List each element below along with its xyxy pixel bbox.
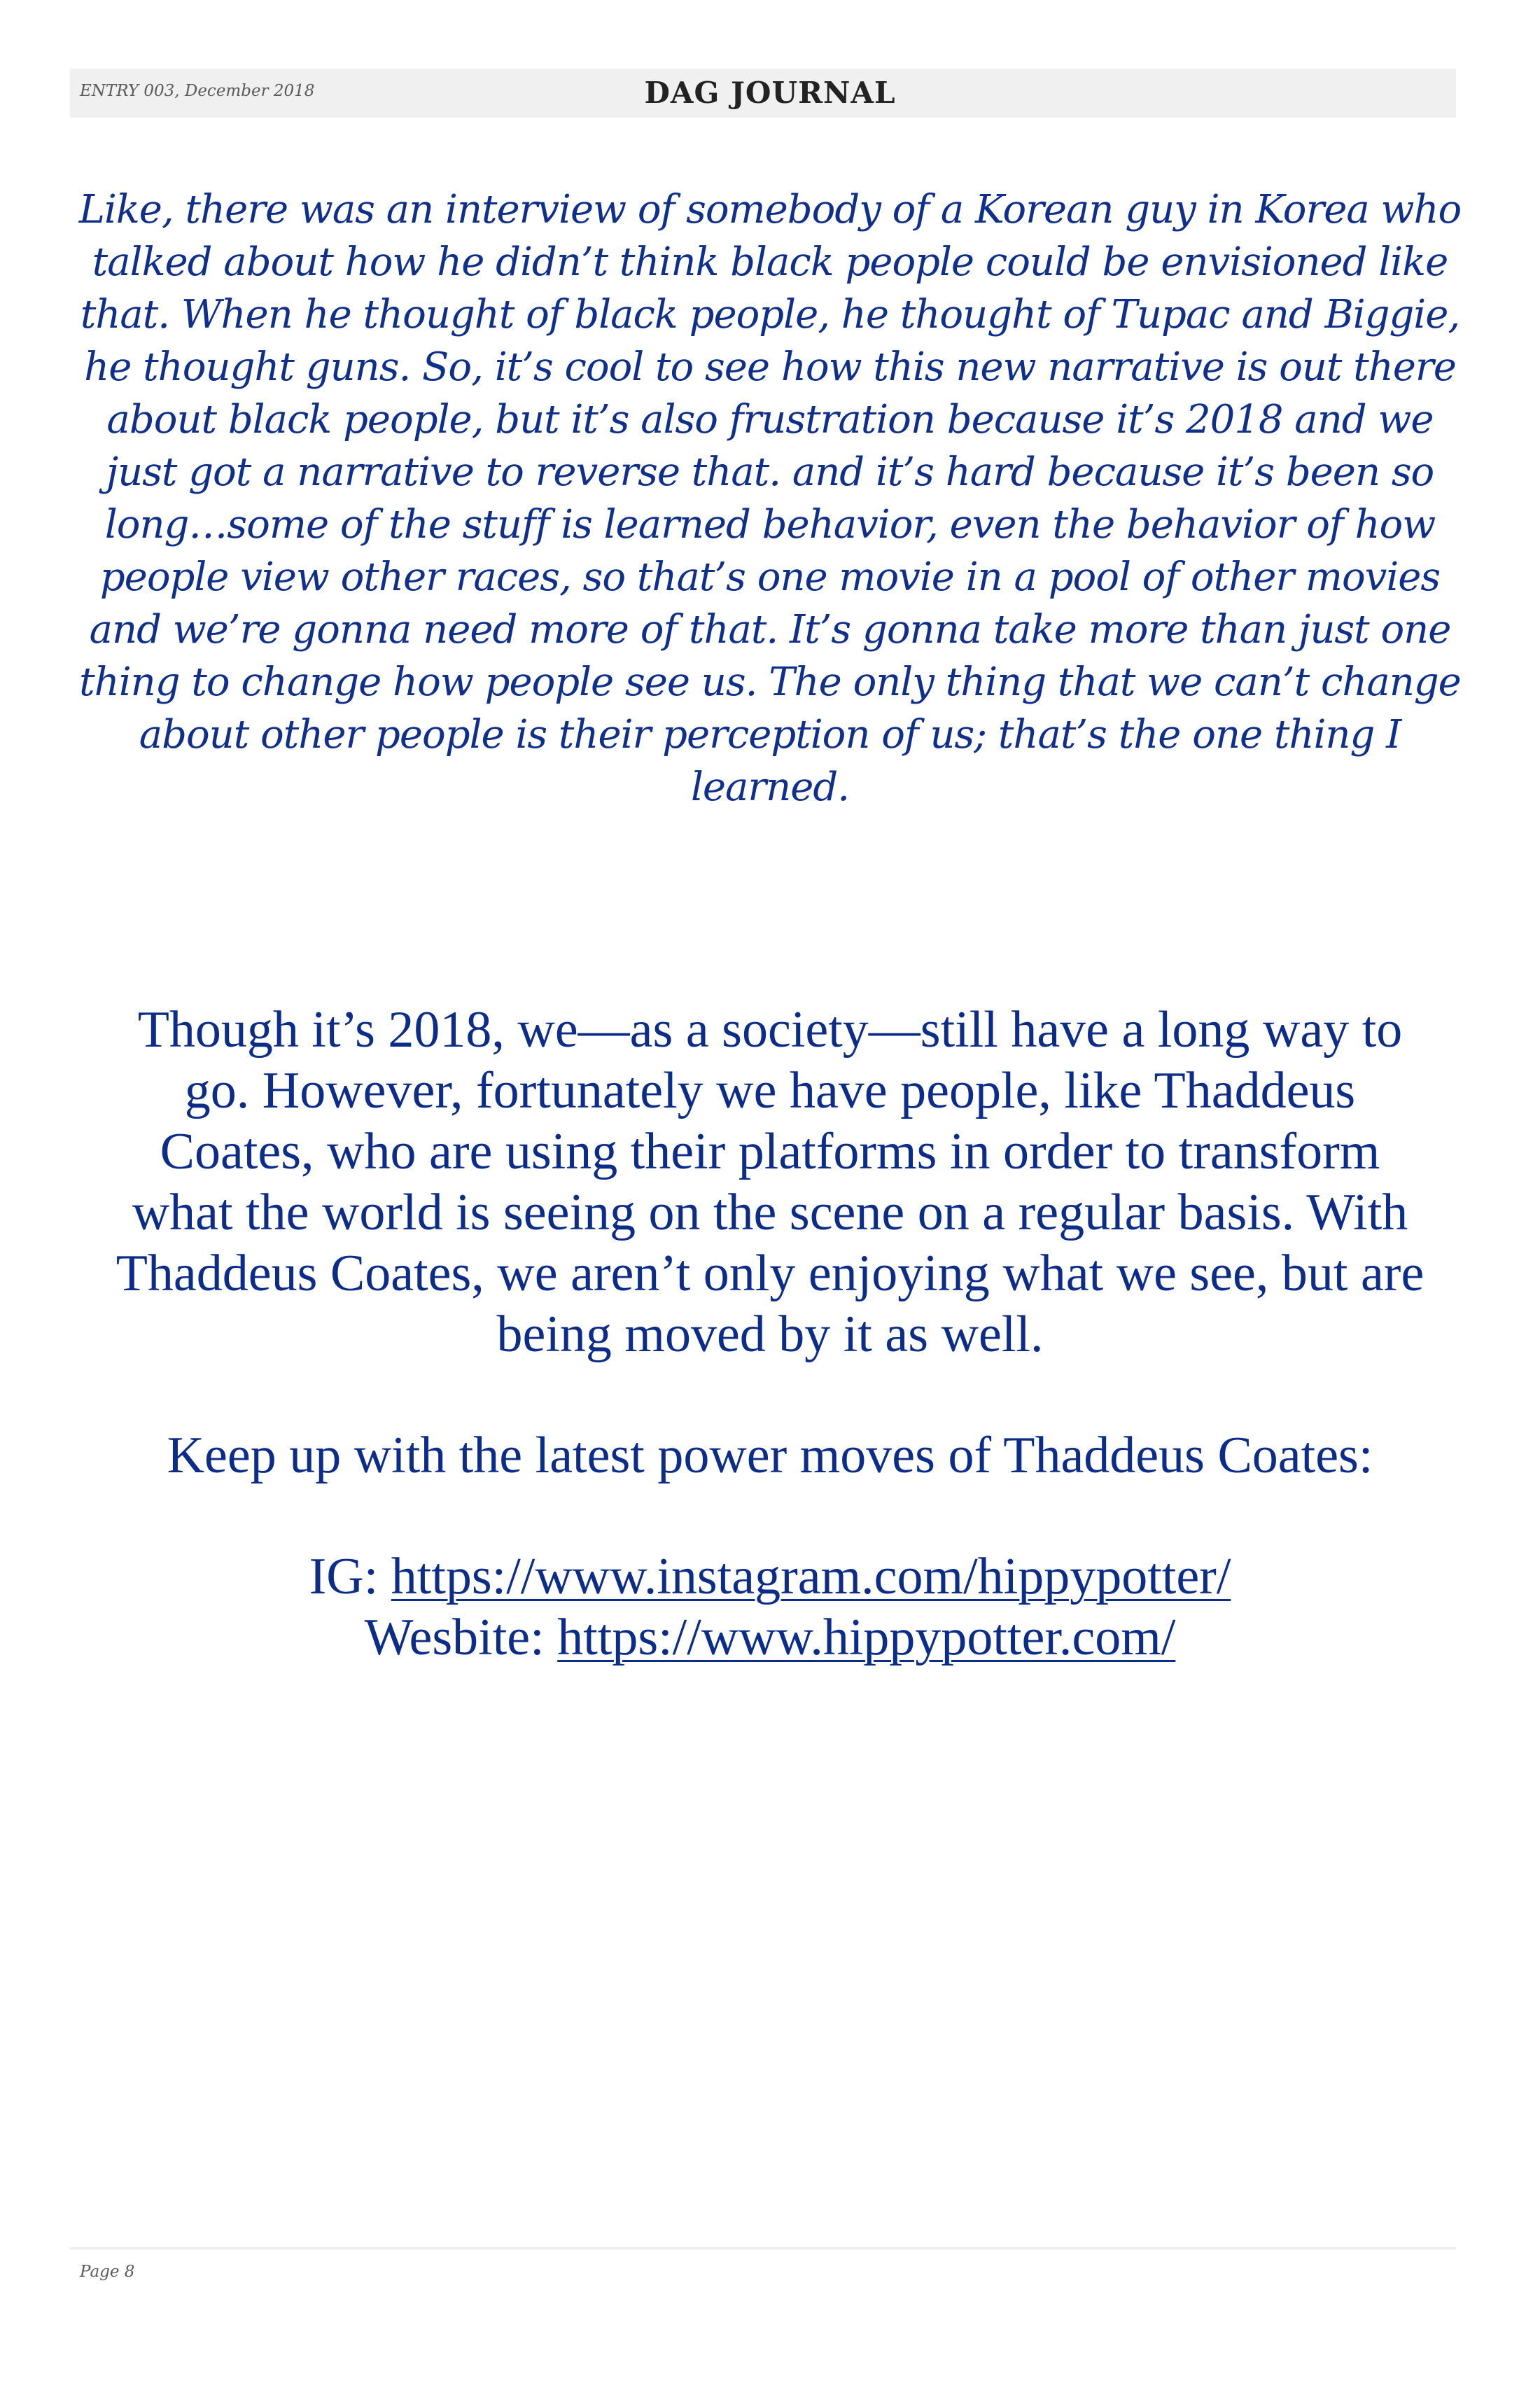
website-line	[112, 1607, 1428, 1668]
instagram-link[interactable]: https://www.instagram.com/hippypotter/	[391, 1548, 1231, 1605]
website-label: Wesbite:	[364, 1609, 558, 1666]
article-body	[112, 1000, 1428, 1668]
website-link[interactable]: https://www.hippypotter.com/	[557, 1609, 1176, 1666]
instagram-line	[112, 1546, 1428, 1607]
call-to-action: Keep up with the latest power moves of Thaddeus Coates:	[167, 1427, 1373, 1484]
journal-title: DAG JOURNAL	[644, 76, 896, 110]
footer-divider	[70, 2247, 1456, 2249]
instagram-label: IG:	[309, 1548, 391, 1605]
closing-paragraph: Though it’s 2018, we—as a society—still have a long way to go. However, fortunately we have people, like Thaddeus Coates, who are using their platforms in order to transform what the world is seeing on the scene on a regular basis. With Thaddeus Coates, we aren’t only enjoying what we see, but are being moved by it as well.	[115, 1001, 1424, 1363]
entry-date: ENTRY 003, December 2018	[80, 82, 315, 100]
page-number: Page 8	[80, 2263, 135, 2281]
spacer	[112, 1365, 1428, 1425]
spacer	[112, 1486, 1428, 1546]
interview-quote: Like, there was an interview of somebody of a Korean guy in Korea who talked about how he didn’t think black people could be envisioned like that. When he thought of black people, he thought of Tupac and Biggie, he thought guns. So, it’s cool to see how this new narrative is out there about black people, but it’s also frustration because it’s 2018 and we just got a narrative to reverse that. and it’s hard because it’s been so long…some of the stuff is learned behavior, even the behavior of how people view other races, so that’s one movie in a pool of other movies and we’re gonna need more of that. It’s gonna take more than just one thing to change how people see us. The only thing that we can’t change about other people is their perception of us; that’s the one thing I learned.	[78, 187, 1462, 810]
